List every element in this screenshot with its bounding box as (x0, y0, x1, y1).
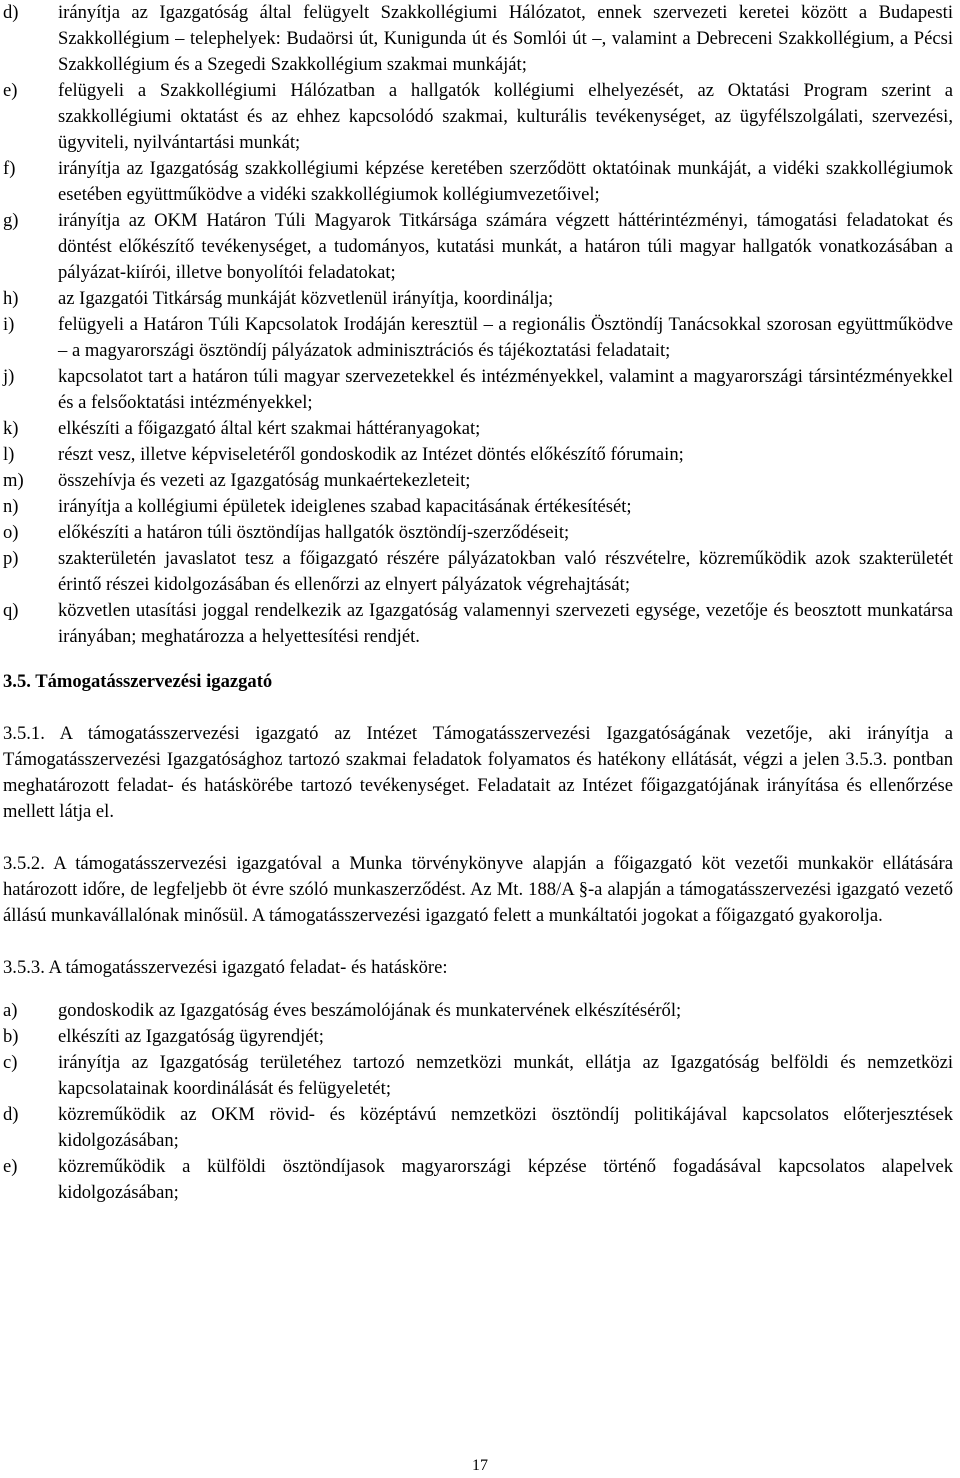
list-marker: g) (3, 210, 19, 231)
list-marker: n) (3, 496, 19, 517)
list-marker: m) (3, 470, 24, 491)
list-item-text: kapcsolatot tart a határon túli magyar szervezetekkel és intézményekkel, valamint a magyarországi társintézményekkel és a felsőoktatási intézményekkel; (58, 366, 953, 413)
list-item-text: irányítja az OKM Határon Túli Magyarok Titkársága számára végzett háttérintézményi, támogatási feladatokat és döntést előkészítő tevékenységet, a tudományos, kutatási munkát, a határon túli magyar hallgatók vonatkozásában a pályázat-kiírói, illetve bonyolítói feladatokat; (58, 210, 953, 283)
list-marker: o) (3, 522, 19, 543)
list-item-l (3, 442, 953, 468)
list-marker: e) (3, 1156, 18, 1177)
list-item-g (3, 208, 953, 286)
list-item-c (3, 1050, 953, 1102)
list-marker: c) (3, 1052, 18, 1073)
list-item-text: felügyeli a Szakkollégiumi Hálózatban a hallgatók kollégiumi elhelyezését, az Oktatási Program szerint a szakkollégiumi oktatást és az ehhez kapcsolódó szakmai, kulturális tevékenységet, az ügyfélszolgálati, szervezési, ügyviteli, nyilvántartási munkát; (58, 80, 953, 153)
list-item-text: irányítja a kollégiumi épületek ideiglenes szabad kapacitásának értékesítését; (58, 496, 632, 517)
list-item-text: elkészíti a főigazgató által kért szakmai háttéranyagokat; (58, 418, 481, 439)
list-item-text: előkészíti a határon túli ösztöndíjas hallgatók ösztöndíj-szerződéseit; (58, 522, 570, 543)
list-item-text: felügyeli a Határon Túli Kapcsolatok Irodáján keresztül – a regionális Ösztöndíj Tanácsokkal szorosan együttműködve – a magyarországi ösztöndíj pályázatok adminisztrációs és tájékoztatási feladatait; (58, 314, 953, 361)
list-marker: b) (3, 1026, 19, 1047)
list-item-m (3, 468, 953, 494)
list-marker: k) (3, 418, 19, 439)
list-item-n (3, 494, 953, 520)
list-item-text: közreműködik a külföldi ösztöndíjasok magyarországi képzése történő fogadásával kapcsolatos alapelvek kidolgozásában; (58, 1156, 953, 1203)
list-item-h (3, 286, 953, 312)
list-marker: j) (3, 366, 15, 387)
list-item-p (3, 546, 953, 598)
list-marker: d) (3, 2, 19, 23)
list-marker: i) (3, 314, 15, 335)
list-item-i (3, 312, 953, 364)
list-marker: f) (3, 158, 16, 179)
paragraph-3-5-2: 3.5.2. A támogatásszervezési igazgatóval a Munka törvénykönyve alapján a főigazgató köt vezetői munkakör ellátására határozott időre, de legfeljebb öt évre szóló munkaszerződést. Az Mt. 188/A §-a alapján a támogatásszervezési igazgató vezető állású munkavállalónak minősül. A támogatásszervezési igazgató felett a munkáltatói jogokat a főigazgató gyakorolja. (3, 853, 953, 926)
list-marker: q) (3, 600, 19, 621)
page-number: 17 (472, 1457, 488, 1474)
list-marker: h) (3, 288, 19, 309)
list-marker: l) (3, 444, 15, 465)
list-item-j (3, 364, 953, 416)
list-item-f (3, 156, 953, 208)
list-item-k (3, 416, 953, 442)
list-marker: d) (3, 1104, 19, 1125)
list-marker: p) (3, 548, 19, 569)
list-item-b (3, 1024, 953, 1050)
paragraph-3-5-3-intro: 3.5.3. A támogatásszervezési igazgató feladat- és hatásköre: (3, 957, 448, 978)
list-item-d (3, 0, 953, 78)
list-item-o (3, 520, 953, 546)
list-item-d2 (3, 1102, 953, 1154)
list-item-text: irányítja az Igazgatóság szakkollégiumi képzése keretében szerződött oktatóinak munkáját, a vidéki szakkollégiumok esetében együttműködve a vidéki szakkollégiumok kollégiumvezetőivel; (58, 158, 953, 205)
duties-list-support-director (3, 998, 953, 1206)
section-heading: 3.5. Támogatásszervezési igazgató (3, 671, 273, 692)
list-item-text: összehívja és vezeti az Igazgatóság munkaértekezleteit; (58, 470, 471, 491)
list-item-text: gondoskodik az Igazgatóság éves beszámolójának és munkatervének elkészítéséről; (58, 1000, 682, 1021)
list-marker: a) (3, 1000, 18, 1021)
list-item-text: közreműködik az OKM rövid- és középtávú nemzetközi ösztöndíj politikájával kapcsolatos előterjesztések kidolgozásában; (58, 1104, 953, 1151)
list-item-e (3, 78, 953, 156)
list-item-e2 (3, 1154, 953, 1206)
list-item-text: közvetlen utasítási joggal rendelkezik az Igazgatóság valamennyi szervezeti egysége, vezetője és beosztott munkatársa irányában; meghatározza a helyettesítési rendjét. (58, 600, 953, 647)
list-item-text: elkészíti az Igazgatóság ügyrendjét; (58, 1026, 324, 1047)
list-item-text: szakterületén javaslatot tesz a főigazgató részére pályázatokban való részvételre, közreműködik azok szakterületét érintő részei kidolgozásában és ellenőrzi az elnyert pályázatok végrehajtását; (58, 548, 953, 595)
list-marker: e) (3, 80, 18, 101)
list-item-a (3, 998, 953, 1024)
list-item-text: részt vesz, illetve képviseletéről gondoskodik az Intézet döntés előkészítő fórumain; (58, 444, 684, 465)
list-item-text: irányítja az Igazgatóság területéhez tartozó nemzetközi munkát, ellátja az Igazgatóság belföldi és nemzetközi kapcsolatainak koordinálását és felügyeletét; (58, 1052, 953, 1099)
duties-list-director (3, 0, 953, 650)
list-item-text: az Igazgatói Titkárság munkáját közvetlenül irányítja, koordinálja; (58, 288, 554, 309)
list-item-q (3, 598, 953, 650)
paragraph-3-5-1: 3.5.1. A támogatásszervezési igazgató az Intézet Támogatásszervezési Igazgatóságának vezetője, aki irányítja a Támogatásszervezési Igazgatósághoz tartozó szakmai feladatok folyamatos és hatékony ellátását, végzi a jelen 3.5.3. pontban meghatározott feladat- és hatáskörébe tartozó tevékenységet. Feladatait az Intézet főigazgatójának irányítása és ellenőrzése mellett látja el. (3, 723, 953, 822)
list-item-text: irányítja az Igazgatóság által felügyelt Szakkollégiumi Hálózatot, ennek szervezeti keretei között a Budapesti Szakkollégium – telephelyek: Budaörsi út, Kunigunda út és Somlói út –, valamint a Debreceni Szakkollégium, a Pécsi Szakkollégium és a Szegedi Szakkollégium szakmai munkáját; (58, 2, 953, 75)
